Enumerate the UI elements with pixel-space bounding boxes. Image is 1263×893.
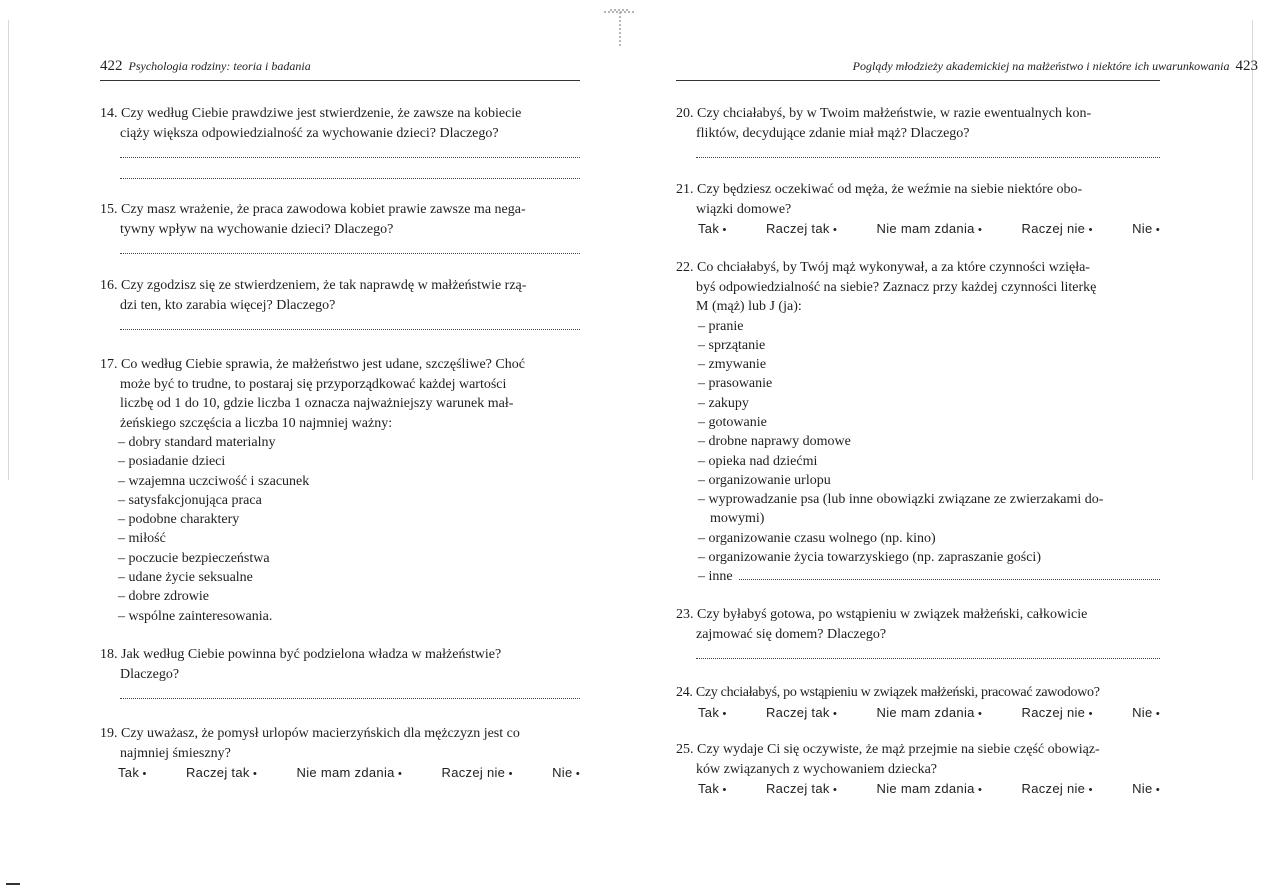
list-item: – pranie bbox=[698, 318, 744, 334]
answer-option[interactable]: Raczej nie • bbox=[1022, 703, 1093, 725]
answer-scale bbox=[676, 703, 1160, 725]
question-text: M (mąż) lub J (ja): bbox=[696, 299, 802, 314]
answer-option[interactable]: Tak • bbox=[698, 703, 727, 725]
question-text: ciąży większa odpowiedzialność za wychowanie dzieci? Dlaczego? bbox=[120, 125, 499, 141]
answer-option[interactable]: Raczej nie • bbox=[442, 763, 513, 785]
list-item: – wzajemna uczciwość i szacunek bbox=[118, 473, 310, 489]
right-page bbox=[632, 0, 1263, 893]
answer-line[interactable] bbox=[120, 321, 580, 330]
question-19 bbox=[100, 724, 580, 785]
answer-option[interactable]: Nie mam zdania • bbox=[877, 703, 983, 725]
question-text: ków związanych z wychowaniem dziecka? bbox=[696, 761, 937, 777]
answer-line[interactable] bbox=[696, 650, 1160, 659]
question-text: byś odpowiedzialność na siebie? Zaznacz przy każdej czynności literkę bbox=[696, 279, 1097, 295]
list-item: – dobre zdrowie bbox=[118, 589, 209, 605]
question-22 bbox=[676, 258, 1160, 587]
question-number: 21. bbox=[676, 182, 694, 197]
question-number: 24. bbox=[676, 685, 693, 700]
question-text: liczbę od 1 do 10, gdzie liczba 1 oznacza najważniejszy warunek mał- bbox=[120, 396, 514, 411]
list-item: – zmywanie bbox=[698, 357, 767, 373]
answer-scale bbox=[676, 219, 1160, 241]
list-item: – organizowanie urlopu bbox=[698, 472, 831, 488]
list-item: – opieka nad dziećmi bbox=[698, 453, 818, 469]
answer-scale bbox=[676, 779, 1160, 801]
question-number: 22. bbox=[676, 260, 694, 275]
answer-option[interactable]: Nie • bbox=[552, 763, 580, 785]
question-number: 19. bbox=[100, 726, 118, 741]
answer-option[interactable]: Nie mam zdania • bbox=[877, 779, 983, 801]
list-item: – drobne naprawy domowe bbox=[698, 434, 851, 450]
question-25 bbox=[676, 740, 1160, 801]
question-text: zajmować się domem? Dlaczego? bbox=[696, 626, 887, 642]
question-21 bbox=[676, 180, 1160, 241]
question-number: 14. bbox=[100, 106, 118, 121]
question-text: dzi ten, kto zarabia więcej? Dlaczego? bbox=[120, 297, 336, 313]
answer-option[interactable]: Raczej tak • bbox=[766, 219, 837, 241]
answer-line[interactable] bbox=[120, 245, 580, 254]
question-18 bbox=[100, 645, 580, 699]
answer-option[interactable]: Raczej nie • bbox=[1022, 779, 1093, 801]
answer-option[interactable]: Raczej nie • bbox=[1022, 219, 1093, 241]
answer-option[interactable]: Tak • bbox=[698, 779, 727, 801]
list-item: – zakupy bbox=[698, 395, 749, 411]
question-number: 20. bbox=[676, 106, 694, 121]
question-number: 15. bbox=[100, 202, 118, 217]
answer-option[interactable]: Raczej tak • bbox=[186, 763, 257, 785]
answer-option[interactable]: Nie • bbox=[1132, 779, 1160, 801]
question-text: może być to trudne, to postaraj się przyporządkować każdej wartości bbox=[120, 376, 507, 392]
running-title: Poglądy młodzieży akademickiej na małżeństwo i niektóre ich uwarunkowania bbox=[852, 59, 1230, 73]
list-item: – sprzątanie bbox=[698, 337, 766, 353]
question-text: Co według Ciebie sprawia, że małżeństwo jest udane, szczęśliwe? Choć bbox=[121, 357, 525, 372]
question-number: 16. bbox=[100, 278, 118, 293]
page-number: 423 bbox=[1235, 58, 1258, 74]
question-text: Czy będziesz oczekiwać od męża, że weźmie na siebie niektóre obo- bbox=[697, 182, 1083, 197]
question-number: 23. bbox=[676, 607, 694, 622]
header-rule bbox=[676, 80, 1160, 81]
list-item: – posiadanie dzieci bbox=[118, 454, 226, 470]
list-item: – podobne charaktery bbox=[118, 512, 240, 528]
list-item-other bbox=[698, 567, 1160, 586]
question-number: 25. bbox=[676, 742, 694, 757]
answer-scale bbox=[100, 763, 580, 785]
list-item: – satysfakcjonująca praca bbox=[118, 492, 262, 508]
question-text: Czy chciałabyś, po wstąpieniu w związek małżeński, pracować zawodowo? bbox=[695, 685, 1100, 700]
question-text: Dlaczego? bbox=[120, 666, 180, 682]
question-20 bbox=[676, 104, 1160, 158]
question-text: najmniej śmieszny? bbox=[120, 745, 231, 761]
answer-line[interactable] bbox=[120, 690, 580, 699]
answer-option[interactable]: Nie mam zdania • bbox=[877, 219, 983, 241]
value-list bbox=[100, 433, 580, 626]
answer-option[interactable]: Nie • bbox=[1132, 703, 1160, 725]
question-text: Czy masz wrażenie, że praca zawodowa kobiet prawie zawsze ma nega- bbox=[121, 202, 526, 217]
answer-option[interactable]: Nie mam zdania • bbox=[297, 763, 403, 785]
list-item: – miłość bbox=[118, 531, 166, 547]
question-text: Czy zgodzisz się ze stwierdzeniem, że tak naprawdę w małżeństwie rzą- bbox=[121, 278, 527, 293]
chore-list bbox=[676, 317, 1160, 587]
question-23 bbox=[676, 605, 1160, 659]
page-number: 422 bbox=[100, 58, 123, 74]
list-item: – inne bbox=[698, 569, 733, 585]
list-item: – dobry standard materialny bbox=[118, 435, 276, 450]
answer-line[interactable] bbox=[696, 149, 1160, 158]
list-item: – wyprowadzanie psa (lub inne obowiązki związane ze zwierzakami do- bbox=[698, 492, 1104, 508]
question-17 bbox=[100, 355, 580, 626]
left-page bbox=[0, 0, 631, 893]
question-text: Czy byłabyś gotowa, po wstąpieniu w związek małżeński, całkowicie bbox=[697, 607, 1088, 622]
list-item-continuation: mowymi) bbox=[710, 511, 765, 527]
list-item: – poczucie bezpieczeństwa bbox=[118, 550, 270, 566]
question-text: tywny wpływ na wychowanie dzieci? Dlaczego? bbox=[120, 221, 394, 237]
list-item: – wspólne zainteresowania. bbox=[118, 608, 273, 624]
question-number: 17. bbox=[100, 357, 118, 372]
answer-line[interactable] bbox=[120, 149, 580, 158]
answer-line[interactable] bbox=[120, 170, 580, 179]
question-24 bbox=[676, 683, 1160, 724]
list-item: – udane życie seksualne bbox=[118, 570, 253, 586]
question-text: Co chciałabyś, by Twój mąż wykonywał, a za które czynności wzięła- bbox=[697, 260, 1090, 275]
answer-option[interactable]: Tak • bbox=[698, 219, 727, 241]
question-text: fliktów, decydujące zdanie miał mąż? Dlaczego? bbox=[696, 125, 970, 141]
header-rule bbox=[100, 80, 580, 81]
page-header bbox=[736, 58, 1258, 78]
question-text: Czy wydaje Ci się oczywiste, że mąż przejmie na siebie część obowiąz- bbox=[697, 742, 1100, 757]
answer-line[interactable] bbox=[739, 569, 1160, 580]
list-item: – gotowanie bbox=[698, 414, 767, 430]
running-title: Psychologia rodziny: teoria i badania bbox=[128, 59, 311, 73]
list-item: – organizowanie życia towarzyskiego (np. zapraszanie gości) bbox=[698, 550, 1041, 566]
question-text: żeńskiego szczęścia a liczba 10 najmniej ważny: bbox=[120, 415, 393, 431]
answer-option[interactable]: Tak • bbox=[118, 763, 147, 785]
question-14 bbox=[100, 104, 580, 179]
question-16 bbox=[100, 276, 580, 330]
answer-option[interactable]: Nie • bbox=[1132, 219, 1160, 241]
question-number: 18. bbox=[100, 647, 118, 662]
question-text: wiązki domowe? bbox=[696, 201, 792, 217]
answer-option[interactable]: Raczej tak • bbox=[766, 703, 837, 725]
question-text: Czy według Ciebie prawdziwe jest stwierdzenie, że zawsze na kobiecie bbox=[121, 106, 522, 121]
question-text: Czy uważasz, że pomysł urlopów macierzyńskich dla mężczyzn jest co bbox=[121, 726, 520, 741]
question-15 bbox=[100, 200, 580, 254]
page-header bbox=[100, 58, 311, 78]
question-text: Jak według Ciebie powinna być podzielona władza w małżeństwie? bbox=[121, 647, 502, 662]
list-item: – prasowanie bbox=[698, 376, 773, 392]
list-item: – organizowanie czasu wolnego (np. kino) bbox=[698, 530, 936, 546]
answer-option[interactable]: Raczej tak • bbox=[766, 779, 837, 801]
question-text: Czy chciałabyś, by w Twoim małżeństwie, w razie ewentualnych kon- bbox=[697, 106, 1092, 121]
